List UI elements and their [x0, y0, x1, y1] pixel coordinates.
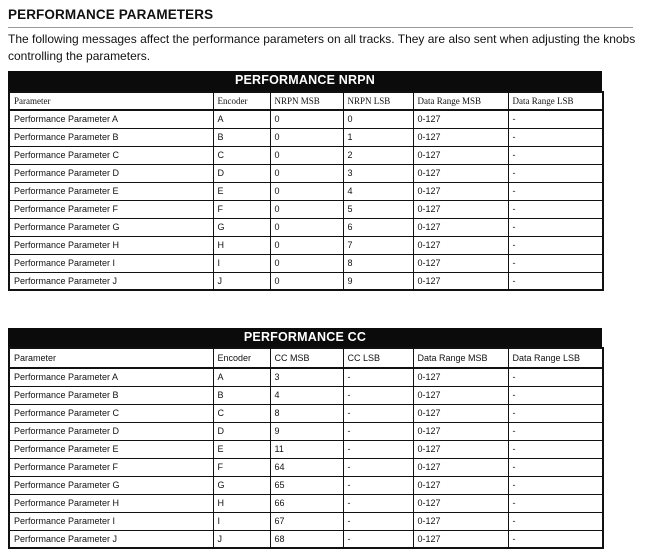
table-cell: -: [508, 128, 603, 146]
table-cell: 0-127: [413, 422, 508, 440]
table-cell: E: [213, 440, 270, 458]
table-row: [9, 236, 603, 254]
table-row: [9, 530, 603, 548]
table-cell: 0-127: [413, 458, 508, 476]
table-row: [9, 494, 603, 512]
table-cell: -: [343, 386, 413, 404]
table-cell: F: [213, 458, 270, 476]
table-cell: 0-127: [413, 404, 508, 422]
cc-table-title: PERFORMANCE CC: [8, 328, 602, 347]
table-cell: G: [213, 476, 270, 494]
table-row: [9, 128, 603, 146]
table-cell: 0: [270, 128, 343, 146]
table-cell: -: [508, 530, 603, 548]
nrpn-table: [8, 91, 604, 291]
column-header: Parameter: [9, 348, 213, 368]
table-cell: -: [508, 146, 603, 164]
table-cell: Performance Parameter F: [9, 200, 213, 218]
table-cell: -: [343, 440, 413, 458]
table-row: [9, 200, 603, 218]
table-cell: -: [508, 182, 603, 200]
table-cell: 0-127: [413, 164, 508, 182]
table-cell: A: [213, 368, 270, 386]
table-cell: -: [343, 476, 413, 494]
table-cell: 0-127: [413, 272, 508, 290]
table-cell: -: [508, 254, 603, 272]
title-divider: [8, 27, 633, 28]
table-cell: 5: [343, 200, 413, 218]
intro-paragraph: The following messages affect the performance parameters on all tracks. They are also sent when adjusting the knobs controlling the parameters.: [8, 32, 636, 63]
table-cell: Performance Parameter D: [9, 164, 213, 182]
table-cell: Performance Parameter D: [9, 422, 213, 440]
table-cell: -: [508, 218, 603, 236]
table-row: [9, 386, 603, 404]
table-cell: Performance Parameter A: [9, 110, 213, 128]
table-row: [9, 164, 603, 182]
table-cell: C: [213, 404, 270, 422]
table-cell: F: [213, 200, 270, 218]
table-cell: A: [213, 110, 270, 128]
table-cell: -: [343, 494, 413, 512]
table-cell: -: [343, 530, 413, 548]
column-header: Data Range LSB: [508, 348, 603, 368]
table-header-row: [9, 92, 603, 110]
table-cell: B: [213, 386, 270, 404]
table-cell: I: [213, 512, 270, 530]
table-cell: -: [508, 164, 603, 182]
table-cell: 9: [270, 422, 343, 440]
table-cell: -: [508, 200, 603, 218]
table-cell: 0: [270, 146, 343, 164]
table-cell: 11: [270, 440, 343, 458]
table-cell: 0: [270, 254, 343, 272]
table-cell: 0-127: [413, 218, 508, 236]
table-cell: 7: [343, 236, 413, 254]
table-cell: 0-127: [413, 146, 508, 164]
table-row: [9, 110, 603, 128]
column-header: NRPN MSB: [270, 92, 343, 110]
table-cell: J: [213, 272, 270, 290]
table-cell: -: [508, 458, 603, 476]
table-cell: Performance Parameter H: [9, 236, 213, 254]
table-cell: 68: [270, 530, 343, 548]
table-cell: Performance Parameter J: [9, 530, 213, 548]
table-cell: -: [508, 494, 603, 512]
table-cell: -: [508, 368, 603, 386]
table-cell: 8: [343, 254, 413, 272]
table-cell: -: [508, 110, 603, 128]
column-header: Data Range LSB: [508, 92, 603, 110]
column-header: Encoder: [213, 348, 270, 368]
table-cell: -: [343, 458, 413, 476]
table-cell: 3: [343, 164, 413, 182]
table-cell: -: [508, 236, 603, 254]
table-cell: -: [508, 512, 603, 530]
table-cell: Performance Parameter B: [9, 128, 213, 146]
table-cell: 0-127: [413, 476, 508, 494]
table-cell: D: [213, 164, 270, 182]
table-cell: 0: [343, 110, 413, 128]
table-row: [9, 218, 603, 236]
table-cell: 0-127: [413, 254, 508, 272]
table-cell: 65: [270, 476, 343, 494]
table-cell: 4: [270, 386, 343, 404]
table-cell: Performance Parameter F: [9, 458, 213, 476]
table-cell: I: [213, 254, 270, 272]
table-cell: 66: [270, 494, 343, 512]
table-cell: Performance Parameter G: [9, 476, 213, 494]
table-cell: -: [508, 476, 603, 494]
table-cell: 0-127: [413, 512, 508, 530]
table-cell: -: [508, 272, 603, 290]
table-cell: 4: [343, 182, 413, 200]
table-cell: J: [213, 530, 270, 548]
table-cell: Performance Parameter J: [9, 272, 213, 290]
table-cell: 0-127: [413, 440, 508, 458]
table-cell: Performance Parameter C: [9, 146, 213, 164]
table-cell: H: [213, 494, 270, 512]
table-cell: D: [213, 422, 270, 440]
table-row: [9, 440, 603, 458]
table-cell: Performance Parameter I: [9, 512, 213, 530]
table-cell: -: [508, 404, 603, 422]
table-cell: 9: [343, 272, 413, 290]
table-cell: B: [213, 128, 270, 146]
table-cell: -: [343, 422, 413, 440]
table-row: [9, 272, 603, 290]
table-cell: 67: [270, 512, 343, 530]
nrpn-table-section: [8, 71, 602, 291]
table-cell: Performance Parameter B: [9, 386, 213, 404]
column-header: Encoder: [213, 92, 270, 110]
table-cell: 0-127: [413, 182, 508, 200]
table-cell: 0: [270, 110, 343, 128]
table-cell: 0: [270, 164, 343, 182]
table-cell: Performance Parameter H: [9, 494, 213, 512]
table-cell: Performance Parameter E: [9, 440, 213, 458]
cc-table-body: [9, 368, 603, 548]
table-cell: -: [343, 404, 413, 422]
table-cell: -: [508, 386, 603, 404]
table-cell: G: [213, 218, 270, 236]
table-row: [9, 182, 603, 200]
table-cell: H: [213, 236, 270, 254]
table-row: [9, 458, 603, 476]
table-cell: Performance Parameter I: [9, 254, 213, 272]
table-cell: 0: [270, 200, 343, 218]
table-cell: 2: [343, 146, 413, 164]
table-row: [9, 512, 603, 530]
page-title: PERFORMANCE PARAMETERS: [8, 7, 214, 22]
nrpn-table-body: [9, 110, 603, 290]
table-header-row: [9, 348, 603, 368]
table-cell: 3: [270, 368, 343, 386]
table-cell: 0: [270, 182, 343, 200]
table-row: [9, 476, 603, 494]
table-cell: -: [343, 368, 413, 386]
column-header: CC MSB: [270, 348, 343, 368]
cc-table-section: [8, 328, 602, 549]
table-cell: Performance Parameter G: [9, 218, 213, 236]
table-cell: 0-127: [413, 368, 508, 386]
table-cell: Performance Parameter E: [9, 182, 213, 200]
nrpn-table-title: PERFORMANCE NRPN: [8, 71, 602, 91]
table-cell: 0: [270, 272, 343, 290]
table-cell: -: [343, 512, 413, 530]
table-cell: -: [508, 422, 603, 440]
column-header: Data Range MSB: [413, 92, 508, 110]
column-header: Parameter: [9, 92, 213, 110]
column-header: NRPN LSB: [343, 92, 413, 110]
table-cell: Performance Parameter A: [9, 368, 213, 386]
table-row: [9, 422, 603, 440]
table-cell: E: [213, 182, 270, 200]
table-cell: 0: [270, 218, 343, 236]
table-cell: Performance Parameter C: [9, 404, 213, 422]
table-row: [9, 368, 603, 386]
table-cell: 0-127: [413, 110, 508, 128]
table-cell: 8: [270, 404, 343, 422]
table-cell: 6: [343, 218, 413, 236]
table-cell: 0-127: [413, 494, 508, 512]
table-row: [9, 146, 603, 164]
table-cell: 0-127: [413, 386, 508, 404]
table-cell: 0: [270, 236, 343, 254]
table-cell: 0-127: [413, 236, 508, 254]
table-row: [9, 404, 603, 422]
table-cell: 0-127: [413, 530, 508, 548]
table-cell: -: [508, 440, 603, 458]
column-header: CC LSB: [343, 348, 413, 368]
table-cell: 1: [343, 128, 413, 146]
table-cell: 0-127: [413, 200, 508, 218]
column-header: Data Range MSB: [413, 348, 508, 368]
table-cell: 0-127: [413, 128, 508, 146]
table-row: [9, 254, 603, 272]
table-cell: C: [213, 146, 270, 164]
table-cell: 64: [270, 458, 343, 476]
cc-table: [8, 347, 604, 549]
